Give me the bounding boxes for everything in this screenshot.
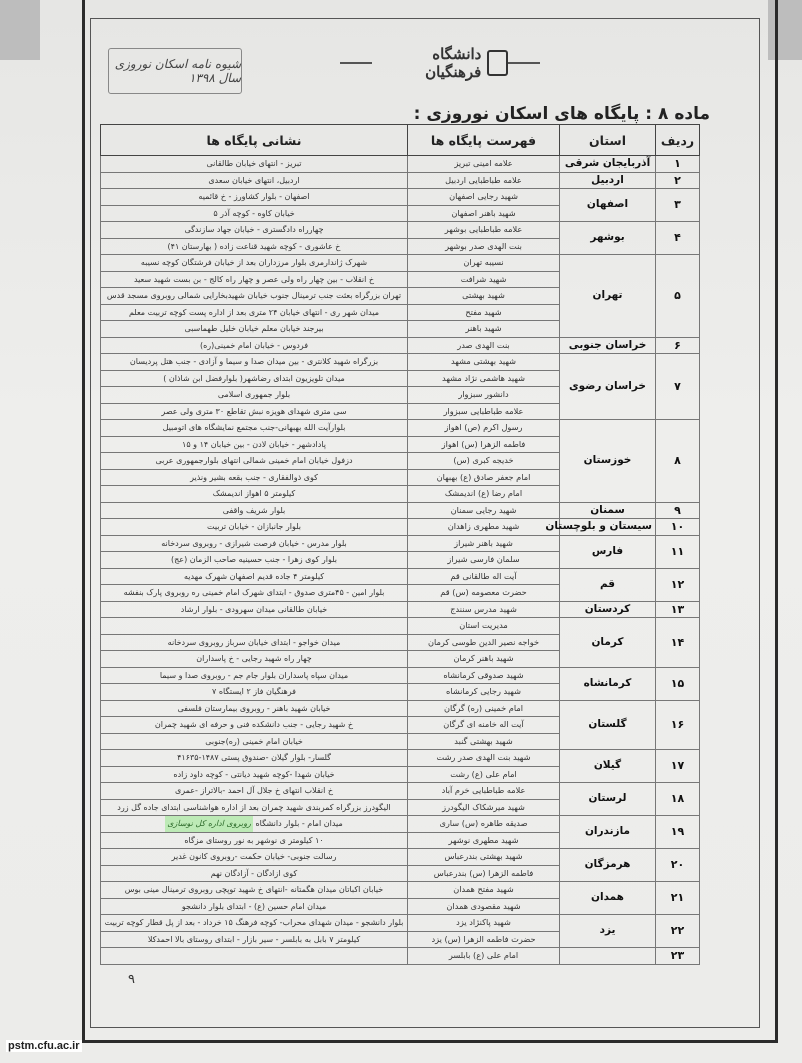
base-address-text: کیلومتر ۵ اهواز اندیمشک [212, 489, 296, 498]
base-address [101, 552, 408, 569]
base-address-text: خ عاشوری - کوچه شهید قناعت زاده ( بهارستان ۴۱) [167, 241, 341, 251]
table-row [101, 915, 700, 932]
province-name: خراسان رضوی [560, 354, 656, 420]
row-number: ۹ [656, 502, 700, 519]
base-address-text: کوی ذوالفقاری - جنب بقعه بشیر ونذیر [190, 472, 318, 482]
table-row [101, 189, 700, 206]
base-address-text: تهران بزرگراه بعثت جنب ترمینال جنوب خیابان شهیدبخارایی شمالی روبروی مسجد قدس [106, 291, 402, 300]
base-name: حضرت معصومه (س) قم [408, 585, 560, 602]
base-name: نسیبه تهران [408, 255, 560, 272]
base-address [101, 453, 408, 470]
booklet-title: شیوه نامه اسکان نوروزی سال ۱۳۹۸ [114, 57, 241, 85]
column-header-row-number: ردیف [656, 125, 700, 156]
base-name: شهید باهنر [408, 321, 560, 338]
base-name: بنت الهدی صدر بوشهر [408, 238, 560, 255]
base-address-text: میدان تلویزیون ابتدای رضاشهر( بلوارفضل ابن شاذان ) [163, 373, 345, 383]
base-address [101, 783, 408, 800]
ornament-line-icon [340, 62, 372, 65]
booklet-title-box [108, 48, 242, 94]
row-number: ۲۱ [656, 882, 700, 915]
province-name: فارس [560, 535, 656, 568]
province-name: خراسان جنوبی [560, 337, 656, 354]
base-name: شهید مفتح [408, 304, 560, 321]
base-address [101, 486, 408, 503]
table-row [101, 337, 700, 354]
base-address [101, 766, 408, 783]
base-address [101, 898, 408, 915]
bases-table [100, 124, 700, 965]
province-name: لرستان [560, 783, 656, 816]
base-address [101, 502, 408, 519]
bases-table-body [101, 156, 700, 965]
table-row [101, 783, 700, 800]
table-row [101, 222, 700, 239]
base-name: مدیریت استان [408, 618, 560, 635]
base-address-text: میدان شهر ری - انتهای خیابان ۲۴ متری بعد از اداره پست کوچه تربیت معلم [128, 307, 380, 317]
column-header-bases: فهرست پایگاه ها [408, 125, 560, 156]
table-row [101, 750, 700, 767]
base-address [101, 535, 408, 552]
base-name: شهید مدرس سنندج [408, 601, 560, 618]
base-address-text: پادادشهر - خیابان لادن - بین خیابان ۱۴ و ۱۵ [182, 439, 326, 449]
row-number: ۱۱ [656, 535, 700, 568]
province-name: کردستان [560, 601, 656, 618]
row-number: ۱۳ [656, 601, 700, 618]
base-name: علامه امینی تبریز [408, 156, 560, 173]
base-address [101, 585, 408, 602]
base-name: شهید میرشکاک الیگودرز [408, 799, 560, 816]
row-number: ۲۲ [656, 915, 700, 948]
base-name: شهید پاکنژاد یزد [408, 915, 560, 932]
base-address-text: خیابان شهدا -کوچه شهید دیانتی - کوچه داود زاده [173, 769, 335, 779]
base-address [101, 420, 408, 437]
base-name: شهید بهشتی بندرعباس [408, 849, 560, 866]
base-address [101, 882, 408, 899]
base-name: امام علی (ع) بابلسر [408, 948, 560, 965]
base-address-text: بلوار کوی زهرا - جنب حسینیه صاحب الزمان (عج) [171, 555, 337, 564]
base-address [101, 717, 408, 734]
row-number: ۱۷ [656, 750, 700, 783]
base-name: شهید مقصودی همدان [408, 898, 560, 915]
scan-shadow-left [0, 0, 40, 60]
base-address [101, 931, 408, 948]
base-address-text: تبریز - انتهای خیابان طالقانی [206, 159, 302, 168]
column-header-province: استان [560, 125, 656, 156]
base-address [101, 156, 408, 173]
base-address [101, 634, 408, 651]
base-address [101, 304, 408, 321]
base-address-text: چهارراه دادگستری - خیابان جهاد سازندگی [184, 225, 324, 234]
base-name: شهید بهشتی گنبد [408, 733, 560, 750]
base-address [101, 519, 408, 536]
handwritten-note: روبروی اداره کل نوسازی [165, 816, 253, 832]
base-address-text: خیابان کاوه - کوچه آذر ۵ [213, 208, 295, 218]
base-address-text: سی متری شهدای هویزه نبش تقاطع ۳۰ متری ولی عصر [161, 406, 347, 416]
base-address-text: الیگودرز بزرگراه کمربندی شهید چمران بعد از اداره هواشناسی ابتدای جاده گل زرد [117, 802, 391, 812]
base-name: شهید باهنر شیراز [408, 535, 560, 552]
table-row [101, 502, 700, 519]
row-number: ۱۴ [656, 618, 700, 668]
footer-site: pstm.cfu.ac.ir [8, 1040, 80, 1052]
base-address-text: بلوار شریف واقفی [222, 505, 286, 515]
base-address-text: میدان امام - بلوار دانشگاه [255, 819, 343, 828]
row-number: ۱ [656, 156, 700, 173]
base-name: شهید رجایی سمنان [408, 502, 560, 519]
row-number: ۳ [656, 189, 700, 222]
row-number: ۱۵ [656, 667, 700, 700]
base-name: شهید مفتح همدان [408, 882, 560, 899]
province-name: گلستان [560, 700, 656, 750]
base-address [101, 387, 408, 404]
base-address-text: بلوار جمهوری اسلامی [217, 390, 291, 399]
base-address-text: خیابان اکباتان میدان هگمتانه -انتهای خ شهید توپچی روبروی ترمینال مینی بوس [124, 885, 384, 894]
column-header-addresses: نشانی پایگاه ها [101, 125, 408, 156]
base-name: شهید هاشمی نژاد مشهد [408, 370, 560, 387]
province-name: سیستان و بلوچستان [560, 519, 656, 536]
base-address [101, 469, 408, 486]
table-row [101, 420, 700, 437]
base-address-text: بلوار امین - ۴۵متری صدوق - ابتدای شهرک امام خمینی ره روبروی پارک بنفشه [123, 588, 385, 597]
base-address [101, 799, 408, 816]
base-name: سلمان فارسی شیراز [408, 552, 560, 569]
base-name: شهید رجایی اصفهان [408, 189, 560, 206]
province-name: اردبیل [560, 172, 656, 189]
province-name [560, 948, 656, 965]
university-name: دانشگاه فرهنگیان [425, 45, 482, 81]
base-address [101, 849, 408, 866]
base-address [101, 238, 408, 255]
base-address-text: خ انقلاب - بین چهار راه ولی عصر و چهار راه کالج - بن بست شهید سعید [133, 274, 375, 284]
base-name: شهید مطهری زاهدان [408, 519, 560, 536]
base-name: امام خمینی (ره) گرگان [408, 700, 560, 717]
province-name: اصفهان [560, 189, 656, 222]
base-address-text: بزرگراه شهید کلانتری - بین میدان صدا و سیما و آزادی - جنب هتل پردیسان [129, 357, 379, 366]
university-logo [340, 38, 540, 88]
row-number: ۱۰ [656, 519, 700, 536]
base-name: شهید باهنر اصفهان [408, 205, 560, 222]
base-address [101, 189, 408, 206]
base-address-text: خیابان شهید باهنر - روبروی بیمارستان فلسفی [177, 703, 331, 713]
base-name: علامه طباطبایی خرم آباد [408, 783, 560, 800]
base-name: حضرت فاطمه الزهرا (س) یزد [408, 931, 560, 948]
base-address [101, 700, 408, 717]
province-name: تهران [560, 255, 656, 338]
row-number: ۲۰ [656, 849, 700, 882]
base-name: رسول اکرم (ص) اهواز [408, 420, 560, 437]
base-address [101, 370, 408, 387]
base-address-text: خیابان طالقانی میدان سهرودی - بلوار ارشاد [180, 604, 328, 614]
base-address [101, 172, 408, 189]
base-address [101, 354, 408, 371]
base-name: فاطمه الزهرا (س) اهواز [408, 436, 560, 453]
base-address [101, 733, 408, 750]
base-name: امام جعفر صادق (ع) بهبهان [408, 469, 560, 486]
base-name: شهید مطهری نوشهر [408, 832, 560, 849]
table-row [101, 849, 700, 866]
base-address [101, 271, 408, 288]
base-address [101, 321, 408, 338]
province-name: آذربایجان شرقی [560, 156, 656, 173]
table-row [101, 618, 700, 635]
base-address-text: کیلومتر ۷ بابل به بابلسر - سیر بازار - ابتدای روستای بالا احمدکلا [147, 934, 361, 944]
row-number: ۵ [656, 255, 700, 338]
row-number: ۱۸ [656, 783, 700, 816]
province-name: هرمزگان [560, 849, 656, 882]
base-address-text: خیابان امام خمینی (ره)جنوبی [205, 736, 303, 746]
base-address-text: بلوارآیت الله بهبهانی-جنب مجتمع نمایشگاه های اتومبیل [162, 423, 346, 432]
row-number: ۱۶ [656, 700, 700, 750]
base-address [101, 205, 408, 222]
base-address-text: میدان خواجو - ابتدای خیابان سرباز روبروی سردخانه [167, 637, 341, 647]
province-name: سمنان [560, 502, 656, 519]
base-address [101, 667, 408, 684]
ornament-line-icon [508, 62, 540, 65]
base-name: شهید بهشتی مشهد [408, 354, 560, 371]
province-name: کرمان [560, 618, 656, 668]
base-name: آیت اله طالقانی قم [408, 568, 560, 585]
base-address [101, 436, 408, 453]
base-name: امام رضا (ع) اندیمشک [408, 486, 560, 503]
base-address-text: خ شهید رجایی - جنب دانشکده فنی و حرفه ای شهید چمران [154, 720, 354, 729]
province-name: یزد [560, 915, 656, 948]
table-row [101, 172, 700, 189]
base-address-text: فردوس - خیابان امام خمینی(ره) [199, 340, 309, 350]
province-name: خوزستان [560, 420, 656, 503]
table-row [101, 354, 700, 371]
base-name: فاطمه الزهرا (س) بندرعباس [408, 865, 560, 882]
base-address-text: کوی ازادگان - آزادگان نهم [210, 868, 298, 878]
row-number: ۲۳ [656, 948, 700, 965]
province-name: قم [560, 568, 656, 601]
base-address [101, 750, 408, 767]
base-address [101, 816, 408, 833]
province-name: همدان [560, 882, 656, 915]
base-name: بنت الهدی صدر [408, 337, 560, 354]
province-name: مازندران [560, 816, 656, 849]
base-name: شهید بهشتی [408, 288, 560, 305]
base-address-text: فرهنگیان فاز ۲ ایستگاه ۷ [212, 687, 296, 696]
base-address [101, 288, 408, 305]
table-row [101, 700, 700, 717]
base-address-text: بلوار مدرس - خیابان فرصت شیرازی - روبروی سردخانه [161, 538, 347, 548]
base-address-text: دزفول خیابان امام خمینی شمالی انتهای بلوارجمهوری عربی [155, 456, 353, 465]
row-number: ۱۹ [656, 816, 700, 849]
base-name: علامه طباطبایی اردبیل [408, 172, 560, 189]
table-row [101, 519, 700, 536]
base-address [101, 915, 408, 932]
base-address [101, 865, 408, 882]
base-address-text: بلوار جانبازان - خیابان تربیت [206, 522, 302, 531]
base-address [101, 651, 408, 668]
table-row [101, 255, 700, 272]
base-name: شهید رجایی کرمانشاه [408, 684, 560, 701]
row-number: ۶ [656, 337, 700, 354]
base-name: صدیقه طاهره (س) ساری [408, 816, 560, 833]
row-number: ۲ [656, 172, 700, 189]
base-address-text: میدان امام حسین (ع) - ابتدای بلوار دانشجو [181, 901, 327, 911]
base-address-text: میدان سپاه پاسداران بلوار جام جم - روبروی صدا و سیما [159, 670, 349, 680]
row-number: ۸ [656, 420, 700, 503]
base-address-text: اصفهان - بلوار کشاورز - خ قائمیه [198, 192, 310, 201]
base-address [101, 684, 408, 701]
base-address [101, 255, 408, 272]
base-address-text: بلوار دانشجو - میدان شهدای محراب- کوچه فرهنگ ۱۵ خرداد - بعد از پل قطار کوچه تربیت [104, 918, 404, 927]
base-address [101, 832, 408, 849]
base-name: علامه طباطبایی سبزوار [408, 403, 560, 420]
section-title: ماده ۸ : پایگاه های اسکان نوروزی : [413, 104, 710, 124]
base-address [101, 601, 408, 618]
base-address [101, 618, 408, 635]
base-address-text: خ انقلاب انتهای خ جلال آل احمد -بالاتراز -عمری [174, 786, 334, 795]
base-address [101, 948, 408, 965]
base-name: خدیجه کبری (س) [408, 453, 560, 470]
base-name: شهید بنت الهدی صدر رشت [408, 750, 560, 767]
base-name: شهید شرافت [408, 271, 560, 288]
table-row [101, 948, 700, 965]
table-row [101, 601, 700, 618]
table-row [101, 816, 700, 833]
base-name: علامه طباطبایی بوشهر [408, 222, 560, 239]
table-row [101, 568, 700, 585]
table-row [101, 882, 700, 899]
row-number: ۱۲ [656, 568, 700, 601]
base-name: شهید صدوقی کرمانشاه [408, 667, 560, 684]
page-number: ۹ [128, 972, 135, 987]
base-name: امام علی (ع) رشت [408, 766, 560, 783]
base-name: خواجه نصیر الدین طوسی کرمان [408, 634, 560, 651]
university-emblem-icon [487, 50, 508, 76]
table-row [101, 156, 700, 173]
base-address [101, 222, 408, 239]
base-name: آیت اله خامنه ای گرگان [408, 717, 560, 734]
base-address-text: کیلومتر ۴ جاده قدیم اصفهان شهرک مهدیه [183, 571, 325, 581]
base-address [101, 568, 408, 585]
base-address-text: اردبیل، انتهای خیابان سعدی [208, 175, 300, 185]
row-number: ۷ [656, 354, 700, 420]
base-address-text: شهرک ژاندارمری بلوار مرزداران بعد از خیابان فرشتگان کوچه نسیبه [140, 258, 368, 267]
base-address [101, 403, 408, 420]
base-address-text: ۱۰ کیلومتر ی نوشهر به نور روستای مزگاه [184, 835, 324, 845]
province-name: کرمانشاه [560, 667, 656, 700]
table-row [101, 535, 700, 552]
base-address-text: رسالت جنوبی- خیابان حکمت -روبروی کانون غدیر [171, 852, 337, 861]
table-header-row [101, 125, 700, 156]
base-name: دانشور سبزوار [408, 387, 560, 404]
base-address-text: گلسار- بلوار گیلان -صندوق پستی ۱۴۸۷-۴۱۶۳۵ [177, 753, 331, 762]
province-name: گیلان [560, 750, 656, 783]
row-number: ۴ [656, 222, 700, 255]
table-row [101, 667, 700, 684]
base-address [101, 337, 408, 354]
base-address-text: بیرجند خیابان معلم خیابان خلیل طهماسبی [184, 324, 324, 333]
base-name: شهید باهنر کرمان [408, 651, 560, 668]
base-address-text: چهار راه شهید رجایی - خ پاسداران [196, 654, 312, 663]
province-name: بوشهر [560, 222, 656, 255]
